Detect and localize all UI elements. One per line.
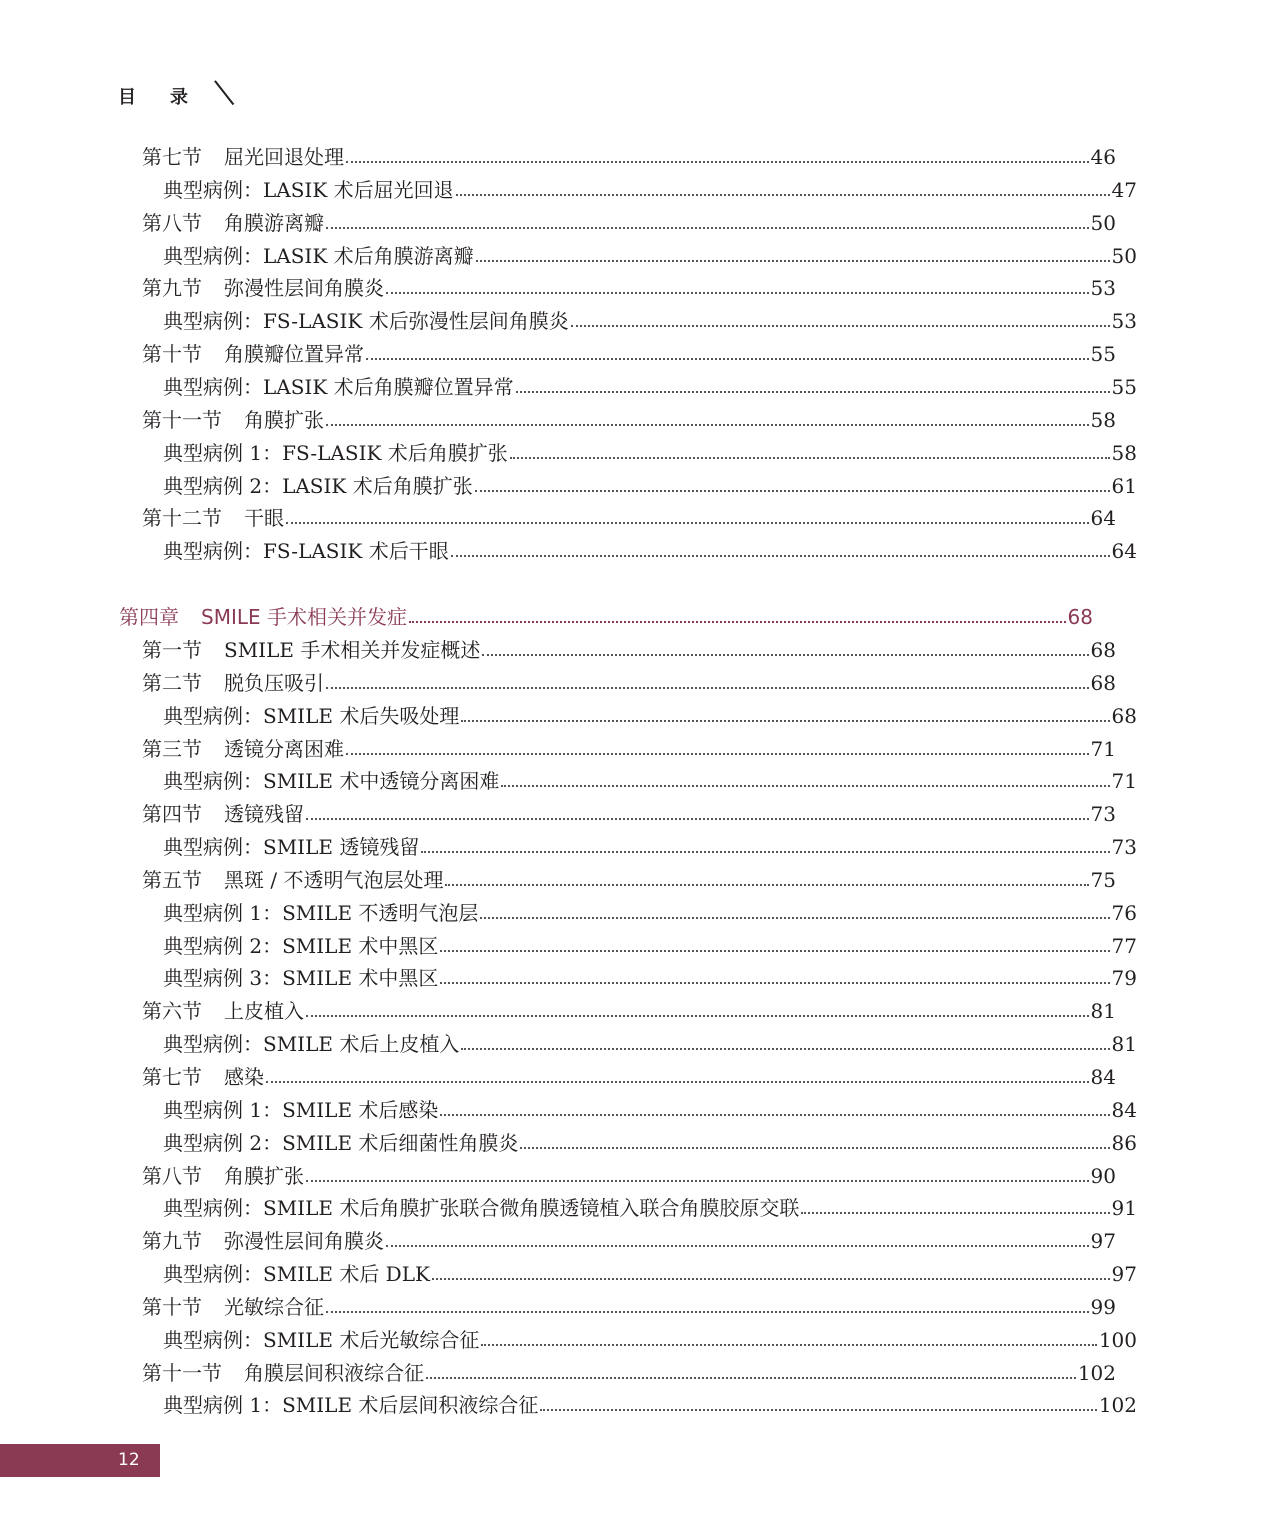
toc-entry-page-number: 99 xyxy=(1090,1294,1116,1319)
toc-header xyxy=(118,80,224,112)
toc-entry-page-number: 58 xyxy=(1090,407,1116,432)
toc-entry-label: 第十一节 xyxy=(142,407,222,432)
toc-entry-title: 角膜瓣位置异常 xyxy=(224,342,364,367)
dot-leader xyxy=(426,1376,1076,1379)
toc-entry-case[interactable] xyxy=(0,962,1273,995)
toc-entry-title: 典型病例 3：SMILE 术中黑区 xyxy=(163,966,439,991)
toc-entry-page-number: 81 xyxy=(1111,1032,1137,1057)
dot-leader xyxy=(440,981,1109,984)
toc-entry-label: 第七节 xyxy=(142,145,202,169)
toc-entry-page-number: 55 xyxy=(1090,342,1116,367)
toc-entry-case[interactable] xyxy=(0,765,1273,798)
toc-entry-case[interactable] xyxy=(0,1389,1273,1422)
page-number: 12 xyxy=(118,1450,140,1470)
toc-entry-label: 第一节 xyxy=(142,637,202,662)
toc-entry-page-number: 55 xyxy=(1111,375,1137,399)
toc-entry-label: 第九节 xyxy=(142,1229,202,1254)
toc-entry-title: 典型病例：SMILE 术后 DLK xyxy=(163,1262,430,1286)
toc-entry-label: 第八节 xyxy=(142,210,202,235)
toc-entry-page-number: 53 xyxy=(1090,276,1116,301)
toc-entry-label: 第十二节 xyxy=(142,506,222,531)
toc-entry-title: 光敏综合征 xyxy=(224,1294,324,1319)
toc-entry-section[interactable] xyxy=(0,338,1252,371)
toc-entry-title: 典型病例：SMILE 透镜残留 xyxy=(163,835,420,859)
dot-leader xyxy=(516,390,1110,393)
toc-entry-title: 典型病例：SMILE 术后光敏综合征 xyxy=(163,1327,480,1352)
dot-leader xyxy=(451,554,1110,557)
dot-leader xyxy=(326,423,1089,426)
toc-entry-title: 上皮植入 xyxy=(224,999,304,1024)
toc-entry-title: 典型病例 1：SMILE 术后层间积液综合征 xyxy=(163,1393,539,1418)
toc-entry-page-number: 79 xyxy=(1111,966,1137,991)
toc-entry-case[interactable] xyxy=(0,535,1273,568)
toc-entry-label: 第六节 xyxy=(142,999,202,1024)
dot-leader xyxy=(326,686,1089,689)
toc-entry-section[interactable] xyxy=(0,1160,1252,1193)
header-char-2: 录 xyxy=(170,87,188,108)
dot-leader xyxy=(475,489,1110,492)
toc-entry-section[interactable] xyxy=(0,1061,1252,1094)
dot-leader xyxy=(432,1277,1110,1280)
toc-entry-label: 第九节 xyxy=(142,276,202,301)
toc-entry-page-number: 73 xyxy=(1111,835,1137,859)
toc-entry-section[interactable] xyxy=(0,404,1252,437)
toc-entry-page-number: 84 xyxy=(1111,1097,1137,1122)
toc-entry-title: 角膜层间积液综合征 xyxy=(244,1360,424,1385)
toc-entry-section[interactable] xyxy=(0,207,1252,240)
toc-entry-page-number: 68 xyxy=(1111,703,1137,728)
toc-entry-page-number: 90 xyxy=(1090,1163,1116,1188)
toc-entry-case[interactable] xyxy=(0,897,1273,930)
toc-entry-label: 第十节 xyxy=(142,1294,202,1319)
toc-entry-page-number: 71 xyxy=(1111,769,1137,794)
toc-entry-title: 典型病例：LASIK 术后角膜游离瓣 xyxy=(163,243,474,268)
toc-entry-section[interactable] xyxy=(0,667,1252,700)
toc-entry-label: 第四节 xyxy=(142,802,202,827)
toc-entry-label: 第五节 xyxy=(142,867,202,892)
toc-entry-case[interactable] xyxy=(0,470,1273,503)
toc-entry-label: 第四章 xyxy=(119,605,179,630)
toc-entry-title: SMILE 手术相关并发症概述 xyxy=(224,637,481,662)
toc-entry-case[interactable] xyxy=(0,371,1273,404)
toc-entry-page-number: 91 xyxy=(1111,1196,1137,1221)
toc-entry-title: 弥漫性层间角膜炎 xyxy=(224,276,384,301)
toc-entry-case[interactable] xyxy=(0,1127,1273,1160)
toc-entry-page-number: 84 xyxy=(1090,1065,1116,1089)
toc-entry-case[interactable] xyxy=(0,930,1273,963)
toc-entry-section[interactable] xyxy=(0,272,1252,305)
toc-entry-page-number: 97 xyxy=(1111,1262,1137,1286)
toc-entry-section[interactable] xyxy=(0,1291,1252,1324)
dot-leader xyxy=(409,620,1066,623)
toc-entry-page-number: 68 xyxy=(1067,605,1093,630)
toc-entry-page-number: 47 xyxy=(1111,177,1137,202)
toc-entry-page-number: 73 xyxy=(1090,802,1116,827)
toc-entry-title: 典型病例：FS-LASIK 术后弥漫性层间角膜炎 xyxy=(163,309,569,334)
toc-entry-page-number: 50 xyxy=(1111,243,1137,268)
toc-entry-case[interactable] xyxy=(0,1192,1273,1225)
toc-entry-page-number: 76 xyxy=(1111,900,1137,925)
toc-entry-case[interactable] xyxy=(0,1028,1273,1061)
toc-entry-label: 第二节 xyxy=(142,670,202,695)
toc-entry-page-number: 102 xyxy=(1077,1360,1116,1385)
toc-entry-case[interactable] xyxy=(0,240,1273,273)
toc-entry-page-number: 75 xyxy=(1090,867,1116,892)
toc-entry-title: 典型病例 2：SMILE 术后细菌性角膜炎 xyxy=(163,1130,519,1155)
toc-entry-page-number: 81 xyxy=(1090,999,1116,1024)
toc-entry-page-number: 100 xyxy=(1098,1327,1137,1352)
toc-entry-title: 典型病例：LASIK 术后角膜瓣位置异常 xyxy=(163,375,514,399)
header-slash-decoration xyxy=(206,83,224,109)
toc-entry-title: 典型病例 1：SMILE 不透明气泡层 xyxy=(163,900,479,925)
toc-entry-case[interactable] xyxy=(0,1094,1273,1127)
toc-entry-section[interactable] xyxy=(0,502,1252,535)
toc-entry-label: 第七节 xyxy=(142,1065,202,1089)
toc-entry-label: 第三节 xyxy=(142,736,202,761)
dot-leader xyxy=(480,916,1109,919)
toc-entry-page-number: 71 xyxy=(1090,736,1116,761)
toc-entry-case[interactable] xyxy=(0,174,1273,207)
toc-entry-page-number: 46 xyxy=(1090,145,1116,169)
dot-leader xyxy=(326,1310,1089,1313)
toc-entry-title: 感染 xyxy=(224,1065,264,1089)
toc-entry-page-number: 61 xyxy=(1111,473,1137,498)
toc-entry-title: 典型病例：SMILE 术中透镜分离困难 xyxy=(163,769,500,794)
toc-entry-section[interactable] xyxy=(0,141,1252,174)
dot-leader xyxy=(520,1146,1109,1149)
toc-entry-page-number: 58 xyxy=(1111,440,1137,465)
toc-entry-title: 角膜游离瓣 xyxy=(224,210,324,235)
dot-leader xyxy=(440,1113,1109,1116)
dot-leader xyxy=(501,784,1109,787)
toc-entry-section[interactable] xyxy=(0,1357,1252,1390)
dot-leader xyxy=(510,456,1110,459)
toc-entry-title: 角膜扩张 xyxy=(224,1163,304,1188)
toc-entry-case[interactable] xyxy=(0,437,1273,470)
toc-entry-title: 典型病例 2：LASIK 术后角膜扩张 xyxy=(163,473,473,498)
toc-entry-page-number: 53 xyxy=(1111,309,1137,334)
toc-entry-case[interactable] xyxy=(0,831,1273,864)
dot-leader xyxy=(476,259,1110,262)
dot-leader xyxy=(266,1080,1089,1083)
toc-entry-page-number: 64 xyxy=(1111,539,1137,564)
toc-entry-title: 典型病例：SMILE 术后上皮植入 xyxy=(163,1032,460,1057)
dot-leader xyxy=(386,1244,1089,1247)
toc-entry-page-number: 68 xyxy=(1090,637,1116,662)
toc-entry-case[interactable] xyxy=(0,700,1273,733)
toc-entry-section[interactable] xyxy=(0,634,1252,667)
toc-entry-page-number: 77 xyxy=(1111,933,1137,958)
dot-leader xyxy=(440,949,1109,952)
dot-leader xyxy=(306,1179,1089,1182)
dot-leader xyxy=(346,160,1089,163)
toc-entry-title: 干眼 xyxy=(244,506,284,531)
toc-entry-label: 第十一节 xyxy=(142,1360,222,1385)
toc-entry-chapter[interactable] xyxy=(0,601,1229,634)
toc-entry-section[interactable] xyxy=(0,733,1252,766)
dot-leader xyxy=(801,1211,1109,1214)
toc-entry-page-number: 68 xyxy=(1090,670,1116,695)
dot-leader xyxy=(306,817,1089,820)
header-char-1: 目 xyxy=(118,87,136,108)
dot-leader xyxy=(366,357,1089,360)
toc-entry-section[interactable] xyxy=(0,864,1252,897)
toc-entry-title: 典型病例：LASIK 术后屈光回退 xyxy=(163,177,454,202)
toc-entry-title: 弥漫性层间角膜炎 xyxy=(224,1229,384,1254)
toc-entry-title: SMILE 手术相关并发症 xyxy=(201,605,407,630)
dot-leader xyxy=(571,324,1110,327)
dot-leader xyxy=(461,719,1109,722)
dot-leader xyxy=(461,1047,1109,1050)
dot-leader xyxy=(386,291,1089,294)
dot-leader xyxy=(445,883,1088,886)
toc-entry-title: 典型病例 1：FS-LASIK 术后角膜扩张 xyxy=(163,440,508,465)
toc-entry-page-number: 86 xyxy=(1111,1130,1137,1155)
dot-leader xyxy=(421,850,1109,853)
toc-entry-page-number: 64 xyxy=(1090,506,1116,531)
toc-entry-label: 第八节 xyxy=(142,1163,202,1188)
toc-entry-title: 脱负压吸引 xyxy=(224,670,324,695)
toc-entry-title: 透镜分离困难 xyxy=(224,736,344,761)
dot-leader xyxy=(306,1014,1089,1017)
toc-entry-title: 黑斑 / 不透明气泡层处理 xyxy=(224,867,444,892)
dot-leader xyxy=(326,226,1089,229)
toc-entry-page-number: 50 xyxy=(1090,210,1116,235)
toc-entry-section[interactable] xyxy=(0,995,1252,1028)
toc-entry-page-number: 102 xyxy=(1098,1393,1137,1418)
dot-leader xyxy=(481,1343,1096,1346)
dot-leader xyxy=(286,521,1089,524)
dot-leader xyxy=(346,752,1089,755)
toc-entry-section[interactable] xyxy=(0,798,1252,831)
toc-entry-title: 典型病例 2：SMILE 术中黑区 xyxy=(163,933,439,958)
toc-entry-case[interactable] xyxy=(0,305,1273,338)
toc-entry-title: 透镜残留 xyxy=(224,802,304,827)
toc-entry-case[interactable] xyxy=(0,1324,1273,1357)
toc-entry-case[interactable] xyxy=(0,1258,1273,1291)
toc-entry-title: 屈光回退处理 xyxy=(224,145,344,169)
dot-leader xyxy=(482,653,1088,656)
toc-entry-label: 第十节 xyxy=(142,342,202,367)
dot-leader xyxy=(456,193,1110,196)
toc-entry-title: 典型病例：SMILE 术后角膜扩张联合微角膜透镜植入联合角膜胶原交联 xyxy=(163,1196,800,1221)
dot-leader xyxy=(540,1408,1096,1411)
toc-entry-page-number: 97 xyxy=(1090,1229,1116,1254)
toc-entry-section[interactable] xyxy=(0,1225,1252,1258)
toc-entry-title: 典型病例：SMILE 术后失吸处理 xyxy=(163,703,460,728)
toc-entry-title: 角膜扩张 xyxy=(244,407,324,432)
toc-entry-title: 典型病例：FS-LASIK 术后干眼 xyxy=(163,539,449,564)
toc-entry-title: 典型病例 1：SMILE 术后感染 xyxy=(163,1097,439,1122)
